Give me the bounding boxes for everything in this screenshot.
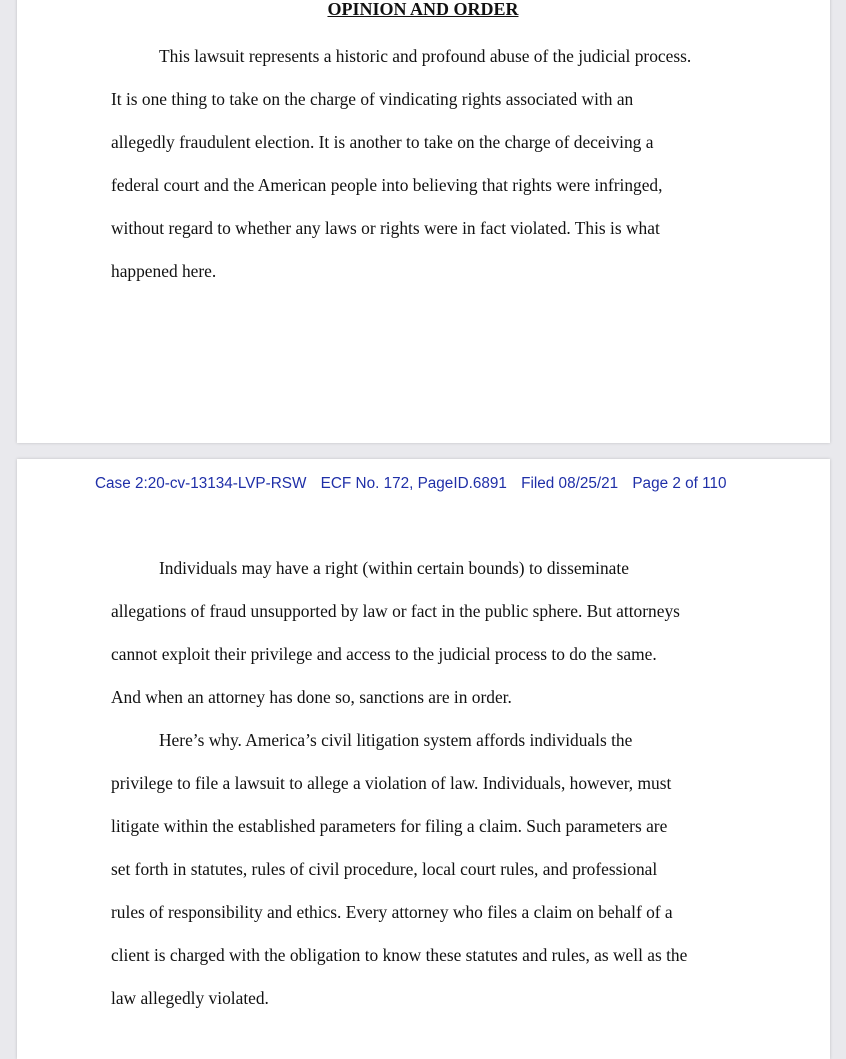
text-line: happened here. xyxy=(111,261,217,281)
text-line: without regard to whether any laws or rights were in fact violated. This is what xyxy=(111,218,660,238)
text-line: law allegedly violated. xyxy=(111,988,269,1008)
text-line: Individuals may have a right (within certain bounds) to disseminate xyxy=(159,558,629,578)
document-page-2 xyxy=(17,459,830,1059)
text-line: client is charged with the obligation to know these statutes and rules, as well as the xyxy=(111,945,688,965)
text-line: federal court and the American people into believing that rights were infringed, xyxy=(111,175,663,195)
page-title: OPINION AND ORDER xyxy=(327,0,519,19)
filed-date: Filed 08/25/21 xyxy=(521,475,619,492)
text-line: Here’s why. America’s civil litigation system affords individuals the xyxy=(159,730,633,750)
document-page-1 xyxy=(17,0,830,443)
text-line: cannot exploit their privilege and access to the judicial process to do the same. xyxy=(111,644,657,664)
text-line: rules of responsibility and ethics. Every attorney who files a claim on behalf of a xyxy=(111,902,673,922)
case-header xyxy=(95,474,737,494)
page-count: Page 2 of 110 xyxy=(632,475,727,492)
text-line: litigate within the established parameters for filing a claim. Such parameters are xyxy=(111,816,668,836)
text-line: set forth in statutes, rules of civil procedure, local court rules, and professional xyxy=(111,859,658,879)
text-line: It is one thing to take on the charge of vindicating rights associated with an xyxy=(111,89,634,109)
ecf-number: ECF No. 172, PageID.6891 xyxy=(320,475,507,492)
case-number: Case 2:20-cv-13134-LVP-RSW xyxy=(95,475,307,492)
text-line: privilege to file a lawsuit to allege a violation of law. Individuals, however, must xyxy=(111,773,672,793)
text-line: And when an attorney has done so, sanctions are in order. xyxy=(111,687,512,707)
text-line: allegations of fraud unsupported by law or fact in the public sphere. But attorneys xyxy=(111,601,680,621)
text-line: allegedly fraudulent election. It is another to take on the charge of deceiving a xyxy=(111,132,654,152)
text-line: This lawsuit represents a historic and profound abuse of the judicial process. xyxy=(159,46,692,66)
